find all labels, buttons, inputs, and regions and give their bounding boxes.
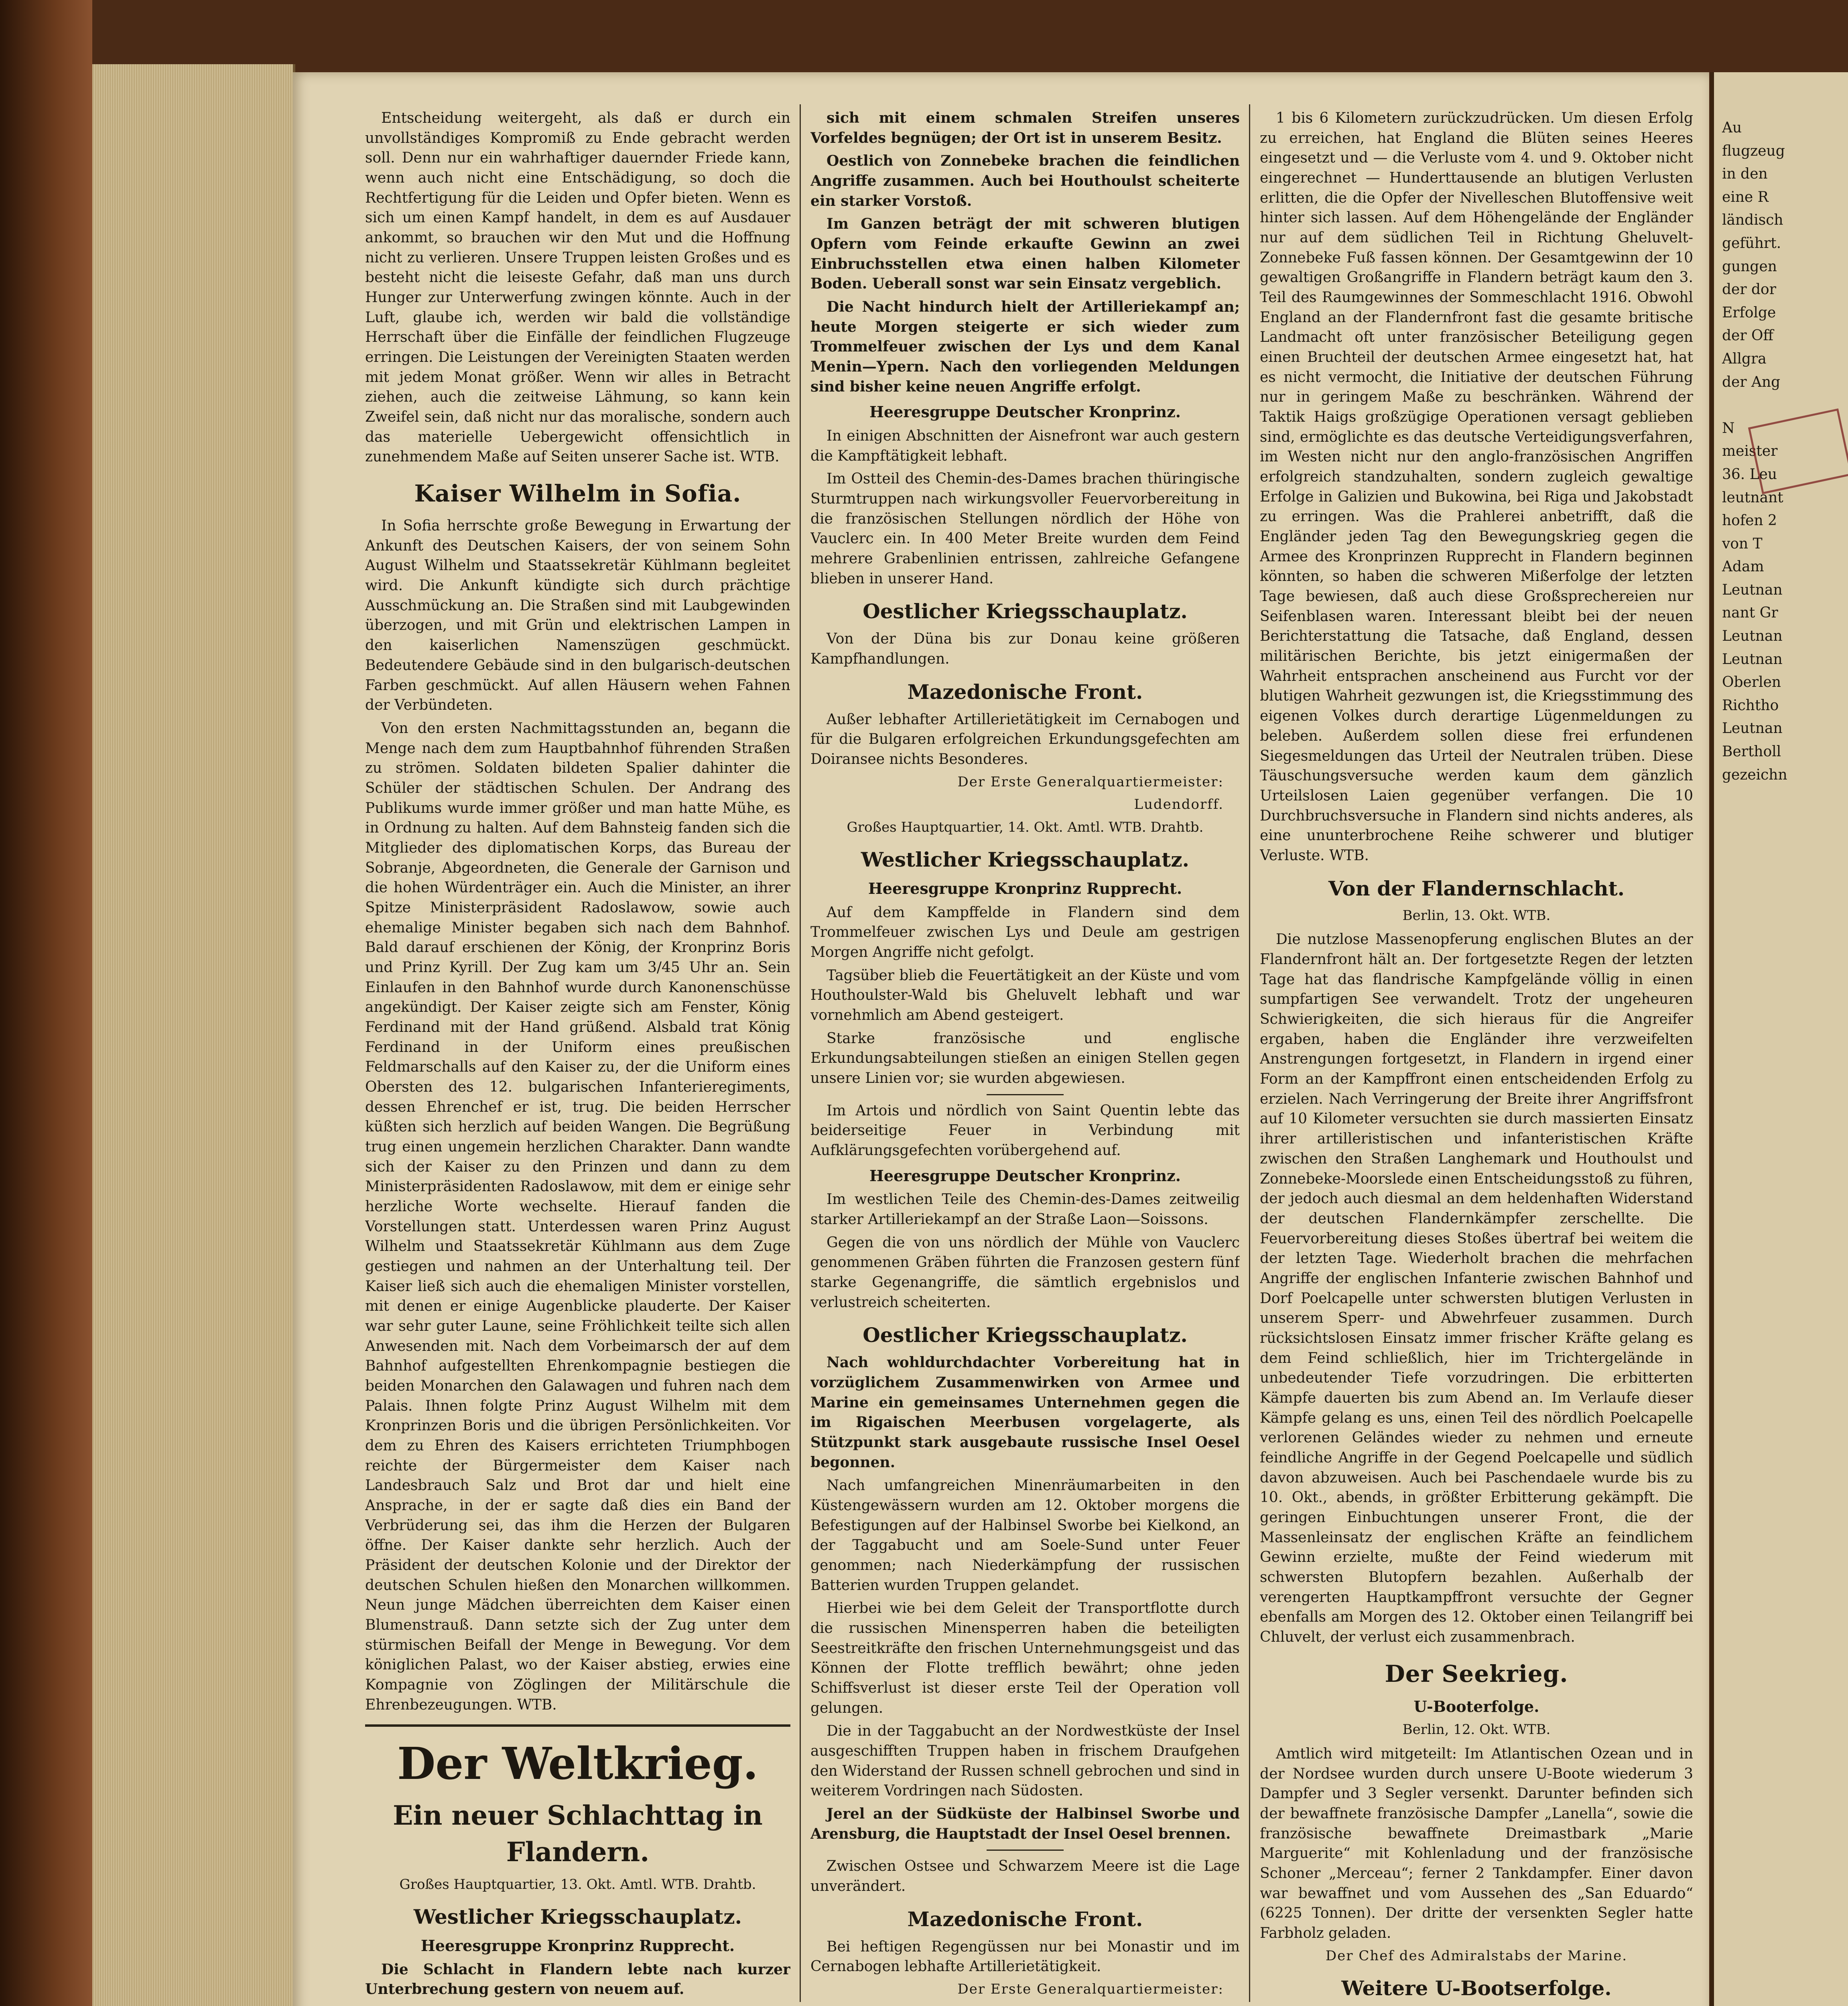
- page-stack-edge: [92, 64, 295, 2006]
- report-paragraph: Im Artois und nördlich von Saint Quentin lebte das beiderseitige Feuer in Verbindung mit Aufklärungsgefechten vorübergehend auf.: [810, 1102, 1240, 1159]
- weltkrieg-masthead: Der Weltkrieg.: [365, 1724, 790, 1794]
- army-group-heading: Heeresgruppe Kronprinz Rupprecht.: [420, 1937, 735, 1955]
- report-paragraph: Oestlich von Zonnebeke brachen die feindlichen Angriffe zusammen. Auch bei Houthoulst scheiterte ein starker Vorstoß.: [810, 152, 1240, 209]
- army-group-heading: Heeresgruppe Deutscher Kronprinz.: [869, 403, 1181, 421]
- adjacent-page: [1710, 72, 1848, 2006]
- section-heading: Mazedonische Front.: [907, 1907, 1143, 1931]
- section-heading: Westlicher Kriegsschauplatz.: [413, 1905, 742, 1929]
- dateline: Berlin, 13. Okt. WTB.: [1402, 907, 1551, 924]
- column-2: [810, 108, 1240, 2002]
- report-paragraph: Auf dem Kampffelde in Flandern sind dem Trommelfeuer zwischen Lys und Deule am gestrigen Morgen Angriffe nicht gefolgt.: [810, 904, 1240, 961]
- report-paragraph: sich mit einem schmalen Streifen unseres Vorfeldes begnügen; der Ort ist in unserem Besitz.: [810, 110, 1240, 146]
- section-heading: Mazedonische Front.: [907, 680, 1143, 704]
- report-paragraph: 1 bis 6 Kilometern zurückzudrücken. Um diesen Erfolg zu erreichen, hat England die Blüten seines Heeres eingesetzt und — die Verluste vom 4. und 9. Oktober nicht eingerechnet — Hunderttausende an blutigen Verlusten erlitten, die die Opfer der Nivelleschen Blutoffensive weit hinter sich lassen. Auf dem Höhengelände der Engländer nur auf dem südlichen Teil in Richtung Gheluvelt-Zonnebeke Fuß fassen können. Der Gesamtgewinn der 10 gewaltigen Großangriffe in Flandern beträgt kaum den 3. Teil des Raumgewinnes der Sommeschlacht 1916. Obwohl England an der Flandernfront fast die gesamte britische Landmacht oft unter französischer Beteiligung gegen einen Bruchteil der deutschen Armee eingesetzt hat, hat es nicht vermocht, die Initiative der deutschen Führung nur in geringem Maße zu beschränken. Während der Taktik Haigs großzügige Operationen versagt geblieben sind, ermöglichte es das deutsche Verteidigungsverfahren, im Westen nicht nur den anglo-französischen Angriffen erfolgreich standzuhalten, sondern zugleich gewaltige Erfolge in Galizien und Bukowina, bei Riga und Jakobstadt zu erringen. Was die Prahlerei anbetrifft, daß die Engländer jeden Tag den Bewegungskrieg gegen die Armee des Kronprinzen Rupprecht in Flandern beginnen könnten, so haben die schweren Mißerfolge der letzten Tage bewiesen, daß auch diese Großsprechereien nur Seifenblasen waren. Interessant bleibt bei der neuen Berichterstattung die Tatsache, daß England, dessen militärischen Berichte, bis jetzt einigermaßen der Wahrheit entsprachen anscheinend aus Furcht vor der blutigen Wahrheit gezwungen ist, die Kriegsstimmung des eigenen Volkes durch derartige Lügenmeldungen zu beleben. Außerdem sollen diese frei erfundenen Siegesmeldungen das Urteil der Neutralen trüben. Diese Täuschungsversuche werden kaum dem gänzlich Urteilslosen Laien gegenüber verfangen. Die 10 Durchbruchsversuche in Flandern sind nichts anderes, als eine ununterbrochene Reihe schwerer und blutiger Verluste. WTB.: [1260, 110, 1693, 864]
- separator: [987, 1850, 1064, 1851]
- report-paragraph: Zwischen Ostsee und Schwarzem Meere ist die Lage unverändert.: [810, 1858, 1240, 1895]
- report-paragraph: Im Ganzen beträgt der mit schweren blutigen Opfern vom Feinde erkaufte Gewinn an zwei Einbruchsstellen etwa einen halben Kilometer Boden. Ueberall sonst war sein Einsatz vergeblich.: [810, 215, 1240, 292]
- report-paragraph: Die in der Taggabucht an der Nordwestküste der Insel ausgeschifften Truppen haben in frischem Draufgehen den Widerstand der Russen schnell gebrochen und sind in weiterem Vordringen nach Südosten.: [810, 1723, 1240, 1799]
- report-paragraph: Im westlichen Teile des Chemin-des-Dames zeitweilig starker Artilleriekampf an der Straße Laon—Soissons.: [810, 1191, 1240, 1228]
- section-heading: Oestlicher Kriegsschauplatz.: [863, 599, 1188, 623]
- column-1: [365, 108, 790, 2002]
- newspaper-page: [293, 72, 1709, 2006]
- dateline: Großes Hauptquartier, 13. Okt. Amtl. WTB. Drahtb.: [399, 1876, 756, 1893]
- report-paragraph: Gegen die von uns nördlich der Mühle von Vauclerc genommenen Gräben führten die Franzosen gestern fünf starke Gegenangriffe, die sämtlich ergebnislos und verlustreich scheiterten.: [810, 1234, 1240, 1311]
- report-paragraph: Jerel an der Südküste der Halbinsel Sworbe und Arensburg, die Hauptstadt der Insel Oesel brennen.: [810, 1805, 1240, 1842]
- flandern-headline: Von der Flandernschlacht.: [1328, 876, 1625, 900]
- report-paragraph: Von der Düna bis zur Donau keine größeren Kampfhandlungen.: [810, 631, 1240, 667]
- army-group-heading: Heeresgruppe Deutscher Kronprinz.: [869, 1166, 1181, 1185]
- report-paragraph: Die Nacht hindurch hielt der Artilleriekampf an; heute Morgen steigerte er sich wieder zum Trommelfeuer zwischen der Lys und dem Kanal Menin—Ypern. Nach den vorliegenden Meldungen sind bisher keine neuen Angriffe erfolgt.: [810, 298, 1240, 395]
- report-paragraph: Bei heftigen Regengüssen nur bei Monastir und im Cernabogen lebhafte Artillerietätigkeit.: [810, 1938, 1240, 1975]
- dateline: Großes Hauptquartier, 14. Okt. Amtl. WTB. Drahtb.: [847, 819, 1204, 836]
- dateline: Berlin, 12. Okt. WTB.: [1402, 1722, 1551, 1738]
- kaiser-paragraph: Von den ersten Nachmittagsstunden an, begann die Menge nach dem zum Hauptbahnhof führenden Straßen zu strömen. Soldaten bildeten Spalier dahinter die Schüler der städtischen Schulen. Der Andrang des Publikums wurde immer größer und man hatte Mühe, es in Ordnung zu halten. Auf dem Bahnsteig fanden sich die Mitglieder des diplomatischen Korps, das Bureau der Sobranje, Abgeordneten, die Generale der Garnison und die hohen Würdenträger ein. Auch die Minister, an ihrer Spitze Ministerpräsident Radoslawow, sowie auch ehemalige Minister begaben sich nach dem Bahnhof. Bald darauf erschienen der König, der Kronprinz Boris und Prinz Kyrill. Der Zug kam um 3/45 Uhr an. Sein Einlaufen in den Bahnhof wurde durch Kanonenschüsse angekündigt. Der Kaiser zeigte sich am Fenster, König Ferdinand mit der Hand grüßend. Alsbald trat König Ferdinand in der Uniform eines preußischen Feldmarschalls auf den Kaiser zu, der die Uniform eines Obersten des 12. bulgarischen Infanterieregiments, dessen Ehrenchef er ist, trug. Die beiden Herrscher küßten sich herzlich auf beiden Wangen. Die Begrüßung trug einen ungemein herzlichen Charakter. Dann wandte sich der Kaiser zu den Prinzen und dann zu dem Ministerpräsidenten Radoslawow, mit dem er einige sehr herzliche Worte wechselte. Hierauf fanden die Vorstellungen statt. Unterdessen waren Prinz August Wilhelm und Staatssekretär Kühlmann aus dem Zuge gestiegen und nahmen an der Unterhaltung teil. Der Kaiser ließ sich auch die ehemaligen Minister vorstellen, mit denen er einige Augenblicke plauderte. Der Kaiser war sehr guter Laune, seine Fröhlichkeit teilte sich allen Anwesenden mit. Nach dem Vorbeimarsch der auf dem Bahnhof aufgestellten Ehrenkompagnie bestiegen die beiden Monarchen den Galawagen und fuhren nach dem Palais. Ihnen folgte Prinz August Wilhelm mit dem Kronprinzen Boris und die übrigen Persönlichkeiten. Vor dem zu Ehren des Kaisers errichteten Triumphbogen reichte der Bürgermeister dem Kaiser nach Landesbrauch Salz und Brot dar und hielt eine Ansprache, in der er sagte daß dies ein Band der Verbrüderung sei, das ihm die Herzen der Bulgaren öffne. Der Kaiser dankte sehr herzlich. Auch der Präsident der deutschen Kolonie und der Direktor der deutschen Schulen hießen den Monarchen willkommen. Neun junge Mädchen überreichten dem Kaiser einen Blumenstrauß. Dann setzte sich der Zug unter dem stürmischen Beifall der Menge in Bewegung. Vor dem königlichen Palast, wo der Kaiser abstieg, erwies eine Kompagnie von Zöglingen der Militärschule die Ehrenbezeugungen. WTB.: [365, 720, 790, 1713]
- army-group-heading: Heeresgruppe Kronprinz Rupprecht.: [868, 879, 1182, 898]
- report-lead-paragraph: Nach wohldurchdachter Vorbereitung hat in vorzüglichem Zusammenwirken von Armee und Marine ein gemeinsames Unternehmen gegen die im Rigaischen Meerbusen vorgelagerte, als Stützpunkt stark ausgebaute russische Insel Oesel begonnen.: [810, 1354, 1240, 1471]
- report-paragraph: Die nutzlose Massenopferung englischen Blutes an der Flandernfront hält an. Der fortgesetzte Regen der letzten Tage hat das flandrische Kampfgelände völlig in einen sumpfartigen See verwandelt. Trotz der ungeheuren Schwierigkeiten, die sich hieraus für die Angreifer ergaben, haben die Engländer ihre verzweifelten Anstrengungen fortgesetzt, in Flandern in irgend einer Form an der Kampffront einen entscheidenden Erfolg zu erzielen. Nach Verringerung der Breite ihrer Angriffsfront auf 10 Kilometer versuchten sie durch massierten Einsatz ihrer artilleristischen und infanteristischen Kräfte zwischen den Straßen Langhemark und Houthoulst und Zonnebeke-Moorslede einen Entscheidungsstoß zu führen, der jedoch auch diesmal an dem heldenhaften Widerstand der deutschen Flandernkämpfer zerschellte. Die Feuervorbereitung dieses Stoßes übertraf bei weitem die der letzten Tage. Wiederholt brachen die mehrfachen Angriffe der englischen Infanterie zwischen Bahnhof und Dorf Poelcapelle unter schwersten blutigen Verlusten in unserem Sperr- und Abwehrfeuer zusammen. Durch rücksichtslosen Einsatz immer frischer Kräfte gelang es dem Feind schließlich, hier im Trichtergelände in unbedeutender Tiefe vorzudringen. Die erbitterten Kämpfe dauerten bis zum Abend an. Im Verlaufe dieser Kämpfe gelang es uns, einen Teil des nördlich Poelcapelle verlorenen Geländes wieder zu nehmen und erneute feindliche Angriffe in der Gegend Poelcapelle und südlich davon abzuweisen. Auch bei Paschendaele wurde bis zu 10. Okt., abends, in größter Erbitterung gekämpft. Die geringen Einbuchtungen unserer Front, die der Massenleinsatz der englischen Kräfte an feindlichem Gewinn erzielte, mußte der Feind wiederum mit schwersten Blutopfern bezahlen. Außerhalb der verengerten Hauptkampffront versuchte der Gegner ebenfalls am Morgen des 12. Oktober einen Teilangriff bei Chluvelt, der verlust eich zusammenbrach.: [1260, 931, 1693, 1645]
- section-heading: Westlicher Kriegsschauplatz.: [861, 848, 1190, 872]
- signature-name: Ludendorff.: [1134, 796, 1224, 813]
- kaiser-headline: Kaiser Wilhelm in Sofia.: [414, 480, 741, 508]
- column-rule: [800, 104, 801, 2002]
- weltkrieg-subtitle: Ein neuer Schlachttag in Flandern.: [393, 1800, 763, 1868]
- separator: [987, 1094, 1064, 1095]
- report-paragraph: Außer lebhafter Artillerietätigkeit im Cernabogen und für die Bulgaren erfolgreichen Erkundungsgefechten am Doiransee nichts Besonderes.: [810, 711, 1240, 767]
- article-intro-paragraph: Entscheidung weitergeht, als daß er durch ein unvollständiges Kompromiß zu Ende gebracht werden soll. Denn nur ein wahrhaftiger dauernder Friede kann, wenn auch nicht eine Entschädigung, so doch die Rechtfertigung für die Leiden und Opfer bieten. Wenn es sich um einen Kampf handelt, in dem es auf Ausdauer ankommt, so brauchen wir den Mut und die Hoffnung nicht zu verlieren. Unsere Truppen leisten Großes und es besteht nicht die leiseste Gefahr, daß man uns durch Hunger zur Unterwerfung zwingen könnte. Auch in der Luft, glaube ich, werden wir bald die vollständige Herrschaft über die Einfälle der feindlichen Flugzeuge erringen. Die Leistungen der Vereinigten Staaten werden mit jedem Monat größer. Wenn wir alles in Betracht ziehen, auch die zeitweise Lähmung, so kann kein Zweifel sein, daß nicht nur das moralische, sondern auch das materielle Uebergewicht offensichtlich in zunehmendem Maße auf Seiten unserer Sache ist. WTB.: [365, 110, 790, 465]
- seekrieg-headline: Der Seekrieg.: [1385, 1660, 1568, 1687]
- book-spine: [0, 0, 92, 2006]
- report-paragraph: Tagsüber blieb die Feuertätigkeit an der Küste und vom Houthoulster-Wald bis Gheluvelt lebhaft und war vornehmlich am Abend gesteigert.: [810, 967, 1240, 1024]
- adjacent-page-text: Au flugzeug in den eine R ländisch geführt. gungen der dor Erfolge der Off Allgra der Ang N meister 36. Leu leutnant hofen 2 von T Adam Leutnan nant Gr Leutnan Leutnan Oberlen Richtho Leutnan Bertholl gezeichn: [1722, 120, 1787, 783]
- report-paragraph: Starke französische und englische Erkundungsabteilungen stießen an einigen Stellen gegen unsere Linien vor; sie wurden abgewiesen.: [810, 1030, 1240, 1087]
- section-heading: Oestlicher Kriegsschauplatz.: [863, 1323, 1188, 1347]
- report-paragraph: Hierbei wie bei dem Geleit der Transportflotte durch die russischen Minensperren haben die beteiligten Seestreitkräfte den frischen Unternehmungsgeist und das Können der Flotte trefflich bewährt; ohne jeden Schiffsverlust ist dieser erste Teil der Operation voll gelungen.: [810, 1600, 1240, 1716]
- report-paragraph: Nach umfangreichen Minenräumarbeiten in den Küstengewässern wurden am 12. Oktober morgens die Befestigungen auf der Halbinsel Sworbe bei Kielkond, an der Taggabucht und am Soele-Sund unter Feuer genommen; nach Niederkämpfung der russischen Batterien wurden Truppen gelandet.: [810, 1477, 1240, 1594]
- weitere-headline: Weitere U-Bootserfolge.: [1341, 1976, 1612, 2000]
- report-paragraph: Im Ostteil des Chemin-des-Dames brachen thüringische Sturmtruppen nach wirkungsvoller Feuervorbereitung in die französischen Stellungen nördlich der Höhe von Vauclerc ein. In 400 Meter Breite wurden dem Feind mehrere Grabenlinien entrissen, zahlreiche Gefangene blieben in unserer Hand.: [810, 471, 1240, 587]
- report-paragraph: In einigen Abschnitten der Aisnefront war auch gestern die Kampftätigkeit lebhaft.: [810, 427, 1240, 464]
- column-3: [1260, 108, 1693, 2002]
- report-paragraph: Amtlich wird mitgeteilt: Im Atlantischen Ozean und in der Nordsee wurden durch unsere U-Boote wiederum 3 Dampfer und 3 Segler versenkt. Darunter befinden sich der bewaffnete französische Dampfer „Lanella“, sowie die französische bewaffnete Dreimastbark „Marie Marguerite“ mit Kohlenladung und der französische Schoner „Merceau“; ferner 2 Tankdampfer. Einer davon war bewaffnet und vom Aussehen des „San Eduardo“ (6225 Tonnen). Der dritte der versenkten Segler hatte Farbholz geladen.: [1260, 1746, 1693, 1942]
- signature-title: Der Erste Generalquartiermeister:: [957, 1981, 1224, 1998]
- kaiser-paragraph: In Sofia herrschte große Bewegung in Erwartung der Ankunft des Deutschen Kaisers, der von seinem Sohn August Wilhelm und Staatssekretär Kühlmann begleitet wird. Die Ankunft kündigte sich durch prächtige Ausschmückung an. Die Straßen sind mit Laubgewinden überzogen, und mit Grün und elektrischen Lampen in den kaiserlichen Namenszügen geschmückt. Bedeutendere Gebäude sind in den bulgarisch-deutschen Farben geschmückt. Auf allen Häusern wehen Fahnen der Verbündeten.: [365, 518, 790, 714]
- column-rule: [1249, 104, 1250, 2002]
- signature-title: Der Erste Generalquartiermeister:: [957, 774, 1224, 790]
- uboot-subheading: U-Booterfolge.: [1413, 1697, 1539, 1716]
- signature: Der Chef des Admiralstabs der Marine.: [1325, 1947, 1628, 1964]
- report-paragraph: Die Schlacht in Flandern lebte nach kurzer Unterbrechung gestern von neuem auf.: [365, 1961, 790, 1998]
